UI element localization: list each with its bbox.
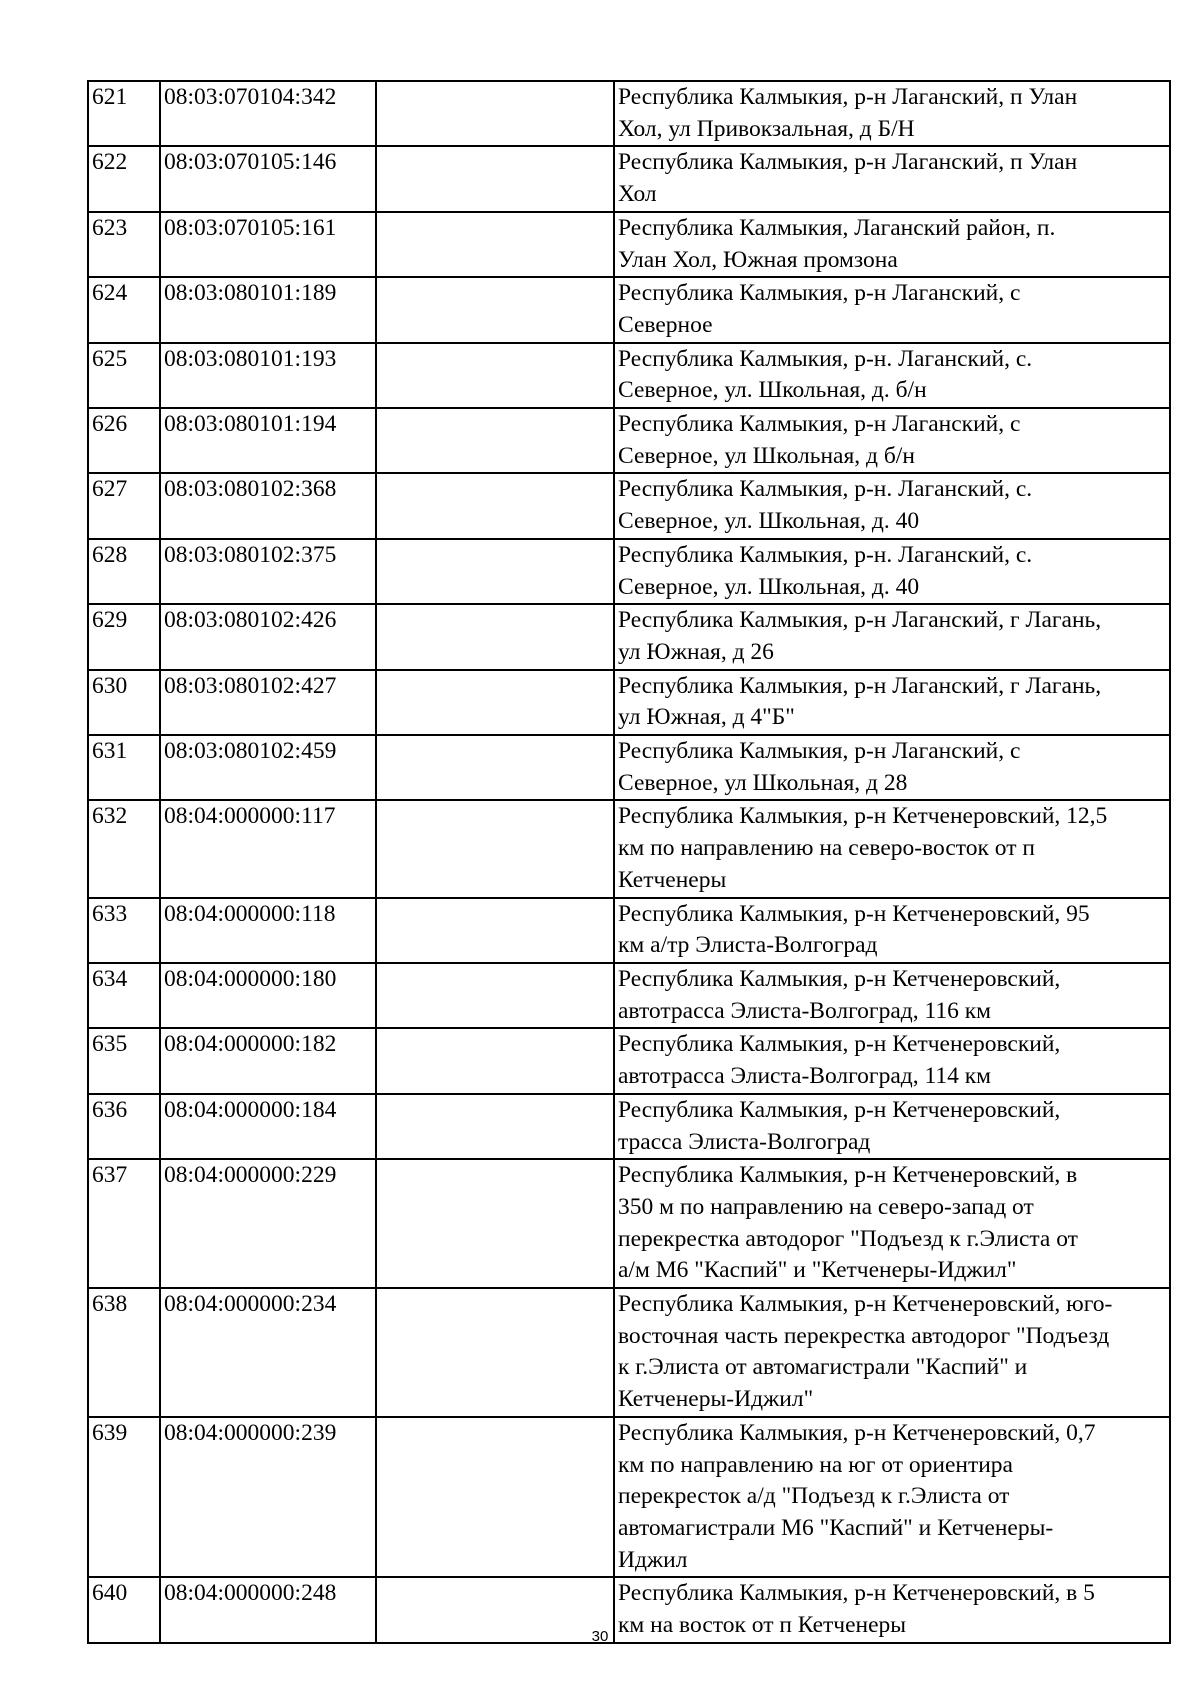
table-row bbox=[88, 146, 1170, 211]
address-line: перекрестка автодорог "Подъезд к г.Элиста от bbox=[618, 1225, 1078, 1252]
empty-cell bbox=[376, 604, 614, 669]
address-cell bbox=[614, 963, 1170, 1028]
address-line: Иджил bbox=[618, 1546, 688, 1573]
row-number-cell: 633 bbox=[88, 898, 160, 963]
cadastral-number-cell: 08:04:000000:229 bbox=[160, 1159, 376, 1288]
cadastral-number-cell: 08:03:080102:426 bbox=[160, 604, 376, 669]
empty-cell bbox=[376, 800, 614, 897]
empty-cell bbox=[376, 408, 614, 473]
address-line: Республика Калмыкия, р-н. Лаганский, с. bbox=[618, 476, 1033, 503]
registry-table bbox=[87, 80, 1171, 1644]
table-row bbox=[88, 800, 1170, 897]
row-number-cell: 629 bbox=[88, 604, 160, 669]
row-number-cell: 627 bbox=[88, 473, 160, 538]
address-line: Республика Калмыкия, р-н Кетченеровский, bbox=[618, 1096, 1061, 1123]
address-line: Северное, ул Школьная, д б/н bbox=[618, 442, 915, 469]
table-row bbox=[88, 898, 1170, 963]
table-row bbox=[88, 1159, 1170, 1288]
address-line: Хол, ул Привокзальная, д Б/Н bbox=[618, 115, 915, 142]
table-row bbox=[88, 473, 1170, 538]
empty-cell bbox=[376, 1028, 614, 1093]
row-number-cell: 623 bbox=[88, 212, 160, 277]
address-line: Республика Калмыкия, р-н Лаганский, с bbox=[618, 411, 1021, 438]
address-cell bbox=[614, 408, 1170, 473]
cadastral-number-cell: 08:03:080102:459 bbox=[160, 735, 376, 800]
address-line: Республика Калмыкия, р-н Лаганский, п Улан bbox=[618, 149, 1078, 176]
row-number-cell: 625 bbox=[88, 343, 160, 408]
address-line: км по направлению на северо-восток от п bbox=[618, 835, 1035, 862]
table-row bbox=[88, 343, 1170, 408]
address-line: Северное, ул Школьная, д 28 bbox=[618, 769, 908, 796]
table-row bbox=[88, 1288, 1170, 1417]
cadastral-number-cell: 08:04:000000:118 bbox=[160, 898, 376, 963]
address-cell bbox=[614, 670, 1170, 735]
address-line: Северное, ул. Школьная, д. 40 bbox=[618, 508, 920, 535]
cadastral-number-cell: 08:04:000000:184 bbox=[160, 1094, 376, 1159]
address-cell bbox=[614, 473, 1170, 538]
empty-cell bbox=[376, 735, 614, 800]
address-line: Северное, ул. Школьная, д. 40 bbox=[618, 573, 920, 600]
address-line: Республика Калмыкия, р-н Кетченеровский, 95 bbox=[618, 900, 1090, 927]
address-cell bbox=[614, 1159, 1170, 1288]
address-line: Республика Калмыкия, р-н Лаганский, п Улан bbox=[618, 84, 1078, 110]
address-line: Республика Калмыкия, р-н Кетченеровский, bbox=[618, 1031, 1061, 1058]
table-row bbox=[88, 212, 1170, 277]
address-line: автомагистрали М6 "Каспий" и Кетченеры- bbox=[618, 1514, 1054, 1541]
address-line: км по направлению на юг от ориентира bbox=[618, 1451, 1013, 1478]
cadastral-number-cell: 08:04:000000:180 bbox=[160, 963, 376, 1028]
address-line: Кетченеры-Иджил" bbox=[618, 1386, 814, 1413]
address-line: а/м М6 "Каспий" и "Кетченеры-Иджил" bbox=[618, 1257, 1017, 1284]
address-line: Северное bbox=[618, 311, 713, 338]
empty-cell bbox=[376, 1159, 614, 1288]
address-line: Кетченеры bbox=[618, 866, 727, 893]
row-number-cell: 621 bbox=[88, 81, 160, 146]
empty-cell bbox=[376, 81, 614, 146]
row-number-cell: 628 bbox=[88, 539, 160, 604]
address-cell bbox=[614, 146, 1170, 211]
address-line: Республика Калмыкия, р-н Кетченеровский, bbox=[618, 965, 1061, 992]
table-row bbox=[88, 277, 1170, 342]
address-cell bbox=[614, 604, 1170, 669]
address-cell bbox=[614, 1028, 1170, 1093]
empty-cell bbox=[376, 539, 614, 604]
address-cell bbox=[614, 898, 1170, 963]
address-cell bbox=[614, 343, 1170, 408]
address-cell bbox=[614, 1417, 1170, 1578]
address-line: Республика Калмыкия, р-н Лаганский, г Лагань, bbox=[618, 607, 1102, 634]
address-line: Республика Калмыкия, р-н. Лаганский, с. bbox=[618, 541, 1033, 568]
address-line: Улан Хол, Южная промзона bbox=[618, 246, 898, 273]
cadastral-number-cell: 08:04:000000:248 bbox=[160, 1577, 376, 1642]
address-line: Северное, ул. Школьная, д. б/н bbox=[618, 377, 927, 404]
table-row bbox=[88, 1028, 1170, 1093]
address-cell bbox=[614, 1094, 1170, 1159]
empty-cell bbox=[376, 277, 614, 342]
address-cell bbox=[614, 81, 1170, 146]
empty-cell bbox=[376, 473, 614, 538]
table-row bbox=[88, 408, 1170, 473]
address-line: км на восток от п Кетченеры bbox=[618, 1612, 907, 1639]
address-line: Республика Калмыкия, р-н Кетченеровский, 0,7 bbox=[618, 1419, 1096, 1446]
empty-cell bbox=[376, 1094, 614, 1159]
address-line: автотрасса Элиста-Волгоград, 114 км bbox=[618, 1063, 991, 1090]
empty-cell bbox=[376, 1417, 614, 1578]
address-line: Республика Калмыкия, Лаганский район, п. bbox=[618, 214, 1056, 241]
address-line: перекресток а/д "Подъезд к г.Элиста от bbox=[618, 1483, 1010, 1510]
row-number-cell: 632 bbox=[88, 800, 160, 897]
cadastral-number-cell: 08:03:070105:161 bbox=[160, 212, 376, 277]
row-number-cell: 637 bbox=[88, 1159, 160, 1288]
address-line: Республика Калмыкия, р-н Кетченеровский, юго- bbox=[618, 1291, 1113, 1318]
cadastral-number-cell: 08:04:000000:234 bbox=[160, 1288, 376, 1417]
row-number-cell: 634 bbox=[88, 963, 160, 1028]
empty-cell bbox=[376, 146, 614, 211]
empty-cell bbox=[376, 343, 614, 408]
address-line: Республика Калмыкия, р-н Лаганский, г Лагань, bbox=[618, 672, 1102, 699]
address-line: Республика Калмыкия, р-н Лаганский, с bbox=[618, 280, 1021, 307]
table-row bbox=[88, 670, 1170, 735]
address-line: Республика Калмыкия, р-н Кетченеровский, в bbox=[618, 1162, 1078, 1189]
cadastral-number-cell: 08:03:070105:146 bbox=[160, 146, 376, 211]
row-number-cell: 631 bbox=[88, 735, 160, 800]
table-row bbox=[88, 963, 1170, 1028]
address-cell bbox=[614, 277, 1170, 342]
address-cell bbox=[614, 1288, 1170, 1417]
empty-cell bbox=[376, 898, 614, 963]
address-line: Хол bbox=[618, 181, 657, 208]
address-line: Республика Калмыкия, р-н Кетченеровский, в 5 bbox=[618, 1580, 1095, 1607]
address-line: Республика Калмыкия, р-н Кетченеровский, 12,5 bbox=[618, 803, 1108, 830]
address-line: Республика Калмыкия, р-н Лаганский, с bbox=[618, 738, 1021, 765]
address-cell bbox=[614, 212, 1170, 277]
empty-cell bbox=[376, 670, 614, 735]
address-line: восточная часть перекрестка автодорог "Подъезд bbox=[618, 1322, 1110, 1349]
address-line: Республика Калмыкия, р-н. Лаганский, с. bbox=[618, 345, 1033, 372]
empty-cell bbox=[376, 963, 614, 1028]
cadastral-number-cell: 08:04:000000:239 bbox=[160, 1417, 376, 1578]
address-line: ул Южная, д 26 bbox=[618, 638, 774, 665]
row-number-cell: 624 bbox=[88, 277, 160, 342]
cadastral-number-cell: 08:03:080102:427 bbox=[160, 670, 376, 735]
cadastral-number-cell: 08:03:080101:193 bbox=[160, 343, 376, 408]
table-row bbox=[88, 1417, 1170, 1578]
address-cell bbox=[614, 539, 1170, 604]
cadastral-number-cell: 08:03:080101:189 bbox=[160, 277, 376, 342]
address-line: ул Южная, д 4"Б" bbox=[618, 704, 795, 731]
row-number-cell: 626 bbox=[88, 408, 160, 473]
row-number-cell: 639 bbox=[88, 1417, 160, 1578]
row-number-cell: 638 bbox=[88, 1288, 160, 1417]
row-number-cell: 636 bbox=[88, 1094, 160, 1159]
table-row bbox=[88, 539, 1170, 604]
table-row bbox=[88, 735, 1170, 800]
row-number-cell: 635 bbox=[88, 1028, 160, 1093]
cadastral-number-cell: 08:03:080102:375 bbox=[160, 539, 376, 604]
address-line: трасса Элиста-Волгоград bbox=[618, 1128, 871, 1155]
table-row bbox=[88, 1094, 1170, 1159]
address-line: к г.Элиста от автомагистрали "Каспий" и bbox=[618, 1354, 1028, 1381]
empty-cell bbox=[376, 1288, 614, 1417]
page-number: 30 bbox=[591, 1628, 609, 1645]
address-line: 350 м по направлению на северо-запад от bbox=[618, 1193, 1034, 1220]
row-number-cell: 640 bbox=[88, 1577, 160, 1642]
registry-table-body bbox=[88, 81, 1170, 1643]
address-line: автотрасса Элиста-Волгоград, 116 км bbox=[618, 997, 991, 1024]
row-number-cell: 630 bbox=[88, 670, 160, 735]
cadastral-number-cell: 08:03:070104:342 bbox=[160, 81, 376, 146]
cadastral-number-cell: 08:03:080101:194 bbox=[160, 408, 376, 473]
table-row bbox=[88, 604, 1170, 669]
address-cell bbox=[614, 800, 1170, 897]
table-row bbox=[88, 81, 1170, 146]
address-line: км а/тр Элиста-Волгоград bbox=[618, 932, 878, 959]
cadastral-number-cell: 08:04:000000:182 bbox=[160, 1028, 376, 1093]
row-number-cell: 622 bbox=[88, 146, 160, 211]
empty-cell bbox=[376, 212, 614, 277]
cadastral-number-cell: 08:03:080102:368 bbox=[160, 473, 376, 538]
cadastral-number-cell: 08:04:000000:117 bbox=[160, 800, 376, 897]
address-cell bbox=[614, 735, 1170, 800]
